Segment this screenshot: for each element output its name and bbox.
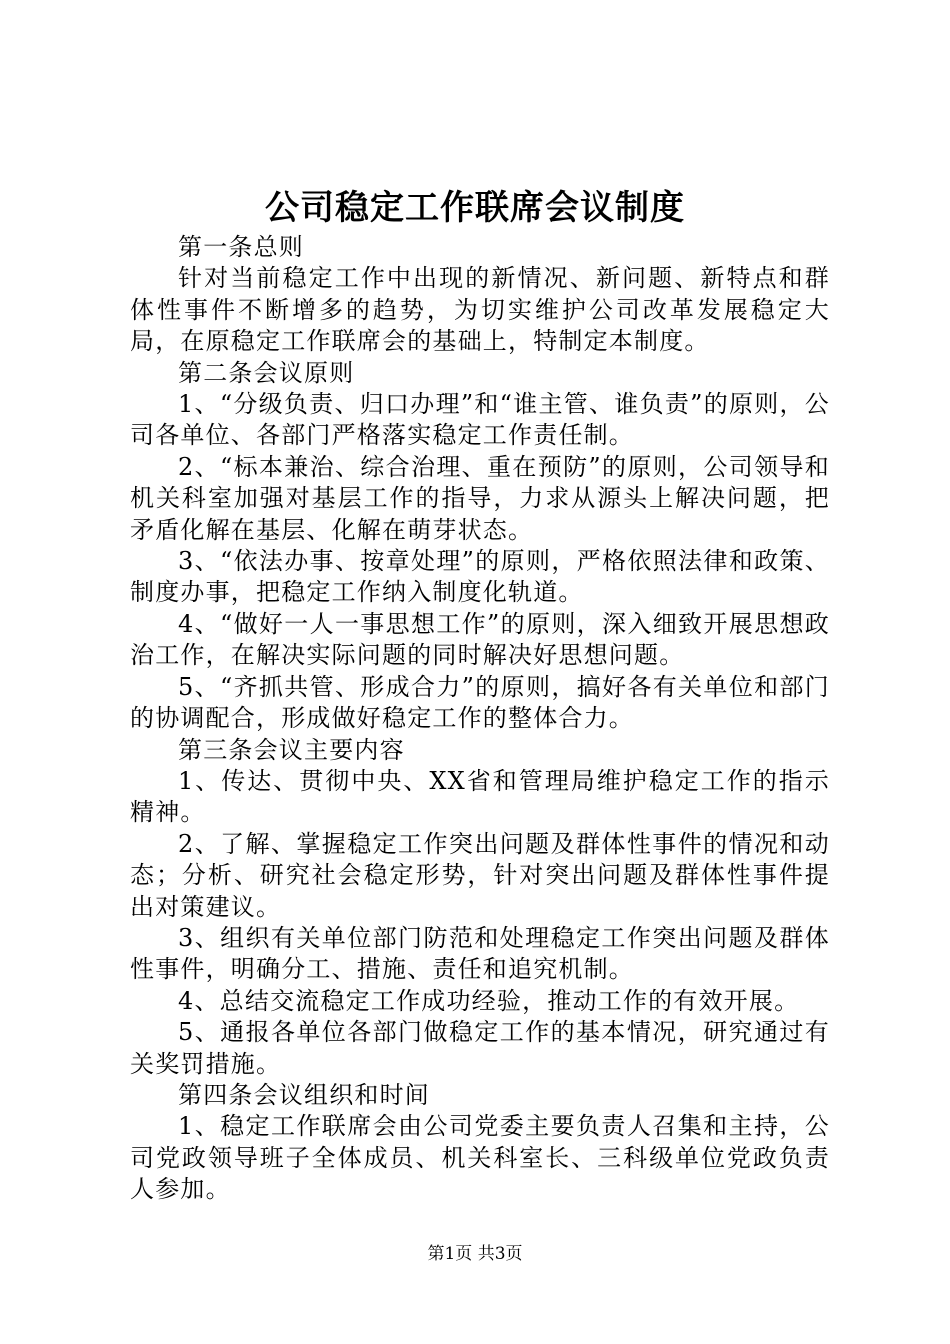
paragraph: 2、“标本兼治、综合治理、重在预防”的原则，公司领导和机关科室加强对基层工作的指导，力求从源头上解决问题，把矛盾化解在基层、化解在萌芽状态。 bbox=[130, 452, 830, 544]
section-heading-principles: 第二条会议原则 bbox=[178, 358, 355, 387]
paragraph: 2、了解、掌握稳定工作突出问题及群体性事件的情况和动态；分析、研究社会稳定形势，针对突出问题及群体性事件提出对策建议。 bbox=[130, 829, 830, 921]
section-heading-content: 第三条会议主要内容 bbox=[178, 735, 405, 764]
document-body bbox=[130, 232, 830, 1206]
paragraph: 5、通报各单位各部门做稳定工作的基本情况，研究通过有关奖罚措施。 bbox=[130, 1018, 830, 1078]
page-number-footer: 第1页 共3页 bbox=[427, 1244, 523, 1264]
paragraph: 针对当前稳定工作中出现的新情况、新问题、新特点和群体性事件不断增多的趋势，为切实维护公司改革发展稳定大局，在原稳定工作联席会的基础上，特制定本制度。 bbox=[130, 264, 830, 356]
section-heading-organization: 第四条会议组织和时间 bbox=[178, 1080, 430, 1109]
paragraph: 1、稳定工作联席会由公司党委主要负责人召集和主持，公司党政领导班子全体成员、机关科室长、三科级单位党政负责人参加。 bbox=[130, 1112, 830, 1204]
paragraph: 1、传达、贯彻中央、XX省和管理局维护稳定工作的指示精神。 bbox=[130, 766, 830, 827]
paragraph: 3、“依法办事、按章处理”的原则，严格依照法律和政策、制度办事，把稳定工作纳入制度化轨道。 bbox=[130, 547, 830, 607]
section-heading-general: 第一条总则 bbox=[178, 233, 304, 261]
document-title: 公司稳定工作联席会议制度 bbox=[265, 188, 685, 228]
paragraph: 1、“分级负责、归口办理”和“谁主管、谁负责”的原则，公司各单位、各部门严格落实稳定工作责任制。 bbox=[130, 390, 830, 450]
paragraph: 4、“做好一人一事思想工作”的原则，深入细致开展思想政治工作，在解决实际问题的同时解决好思想问题。 bbox=[130, 609, 830, 670]
paragraph: 4、总结交流稳定工作成功经验，推动工作的有效开展。 bbox=[178, 986, 800, 1015]
paragraph: 5、“齐抓共管、形成合力”的原则，搞好各有关单位和部门的协调配合，形成做好稳定工作的整体合力。 bbox=[130, 672, 830, 733]
paragraph: 3、组织有关单位部门防范和处理稳定工作突出问题及群体性事件，明确分工、措施、责任和追究机制。 bbox=[130, 923, 830, 984]
